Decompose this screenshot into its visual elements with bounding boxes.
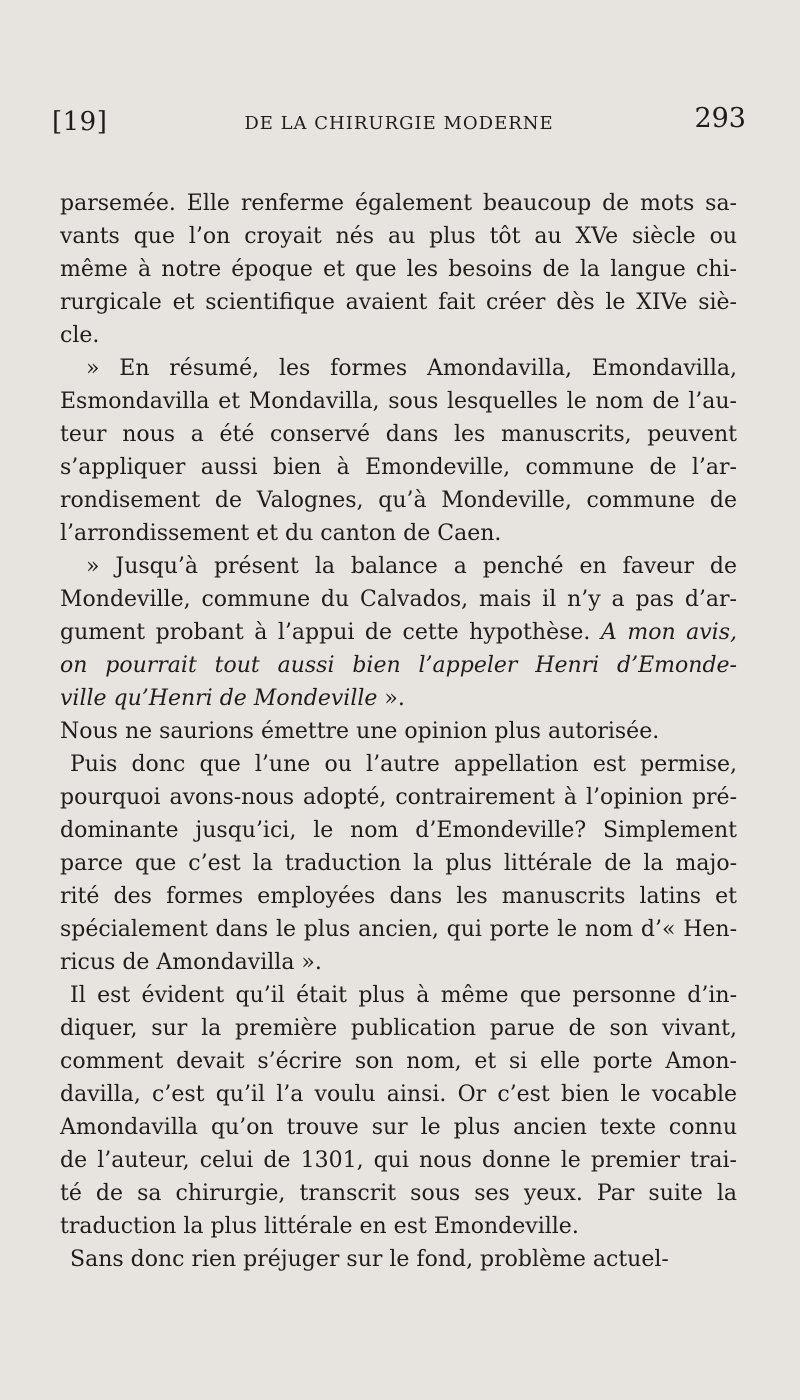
text-line (60, 682, 737, 715)
text-line (60, 352, 737, 385)
running-title: DE LA CHIRURGIE MODERNE (244, 113, 554, 134)
text-line (60, 1177, 737, 1210)
text-line (60, 1012, 737, 1045)
text-segment: rité des formes employées dans les manuscrits latins et (60, 884, 737, 909)
text-line (60, 583, 737, 616)
text-line (60, 187, 737, 220)
text-segment: dominante jusqu’ici, le nom d’Emondeville? Simplement (60, 818, 737, 843)
text-line (60, 451, 737, 484)
italic-text: A mon avis, (600, 620, 738, 645)
text-line (60, 418, 737, 451)
text-segment: de l’auteur, celui de 1301, qui nous donne le premier trai- (60, 1148, 737, 1173)
running-header (52, 103, 746, 151)
text-segment: Mondeville, commune du Calvados, mais il n’y a pas d’ar- (60, 587, 737, 612)
italic-text: ville qu’Henri de Mondeville (60, 686, 378, 711)
text-segment: Il est évident qu’il était plus à même que personne d’in- (70, 983, 737, 1008)
text-line (60, 484, 737, 517)
text-segment: Amondavilla qu’on trouve sur le plus ancien texte connu (60, 1115, 737, 1140)
text-line (60, 748, 737, 781)
italic-text: on pourrait tout aussi bien l’appeler Henri d’Emonde- (60, 653, 737, 678)
text-line (60, 253, 737, 286)
text-line (60, 847, 737, 880)
text-segment: diquer, sur la première publication parue de son vivant, (60, 1016, 737, 1041)
text-line (60, 220, 737, 253)
text-line (60, 1111, 737, 1144)
text-line (60, 979, 737, 1012)
text-segment: spécialement dans le plus ancien, qui porte le nom d’« Hen- (60, 917, 737, 942)
text-line (60, 814, 737, 847)
text-segment: teur nous a été conservé dans les manuscrits, peuvent (60, 422, 737, 447)
page-number: 293 (694, 103, 746, 134)
text-segment: Esmondavilla et Mondavilla, sous lesquelles le nom de l’au- (60, 389, 737, 414)
text-line (60, 286, 737, 319)
text-segment: rondisement de Valognes, qu’à Mondeville, commune de (60, 488, 737, 513)
text-segment: ». (377, 686, 405, 711)
text-line (60, 1210, 737, 1243)
text-segment: » Jusqu’à présent la balance a penché en faveur de (86, 554, 737, 579)
text-line (60, 715, 737, 748)
text-line (60, 550, 737, 583)
text-segment: traduction la plus littérale en est Emondeville. (60, 1214, 579, 1239)
text-segment: cle. (60, 323, 100, 348)
text-segment: gument probant à l’appui de cette hypothèse. (60, 620, 601, 645)
text-segment: l’arrondissement et du canton de Caen. (60, 521, 502, 546)
text-segment: parsemée. Elle renferme également beaucoup de mots sa- (60, 191, 737, 216)
text-segment: Nous ne saurions émettre une opinion plus autorisée. (60, 719, 660, 744)
text-segment: té de sa chirurgie, transcrit sous ses yeux. Par suite la (60, 1181, 737, 1206)
text-segment: pourquoi avons-nous adopté, contrairement à l’opinion pré- (60, 785, 737, 810)
text-segment: Sans donc rien préjuger sur le fond, problème actuel- (70, 1247, 669, 1272)
body-text (60, 187, 737, 1276)
text-segment: parce que c’est la traduction la plus littérale de la majo- (60, 851, 737, 876)
text-line (60, 946, 737, 979)
text-line (60, 616, 737, 649)
text-line (60, 1144, 737, 1177)
text-line (60, 649, 737, 682)
text-line (60, 781, 737, 814)
text-segment: ricus de Amondavilla ». (60, 950, 322, 975)
text-segment: Puis donc que l’une ou l’autre appellation est permise, (70, 752, 737, 777)
text-line (60, 517, 737, 550)
text-segment: » En résumé, les formes Amondavilla, Emondavilla, (86, 356, 737, 381)
text-line (60, 319, 737, 352)
text-segment: s’appliquer aussi bien à Emondeville, commune de l’ar- (60, 455, 737, 480)
text-line (60, 385, 737, 418)
text-segment: davilla, c’est qu’il l’a voulu ainsi. Or c’est bien le vocable (60, 1082, 737, 1107)
text-segment: comment devait s’écrire son nom, et si elle porte Amon- (60, 1049, 737, 1074)
text-segment: rurgicale et scientifique avaient fait créer dès le XIVe siè- (60, 290, 737, 315)
page-reference: [19] (52, 107, 108, 137)
text-line (60, 913, 737, 946)
text-line (60, 880, 737, 913)
text-segment: même à notre époque et que les besoins de la langue chi- (60, 257, 737, 282)
text-line (60, 1243, 737, 1276)
text-line (60, 1045, 737, 1078)
text-line (60, 1078, 737, 1111)
text-segment: vants que l’on croyait nés au plus tôt au XVe siècle ou (60, 224, 737, 249)
